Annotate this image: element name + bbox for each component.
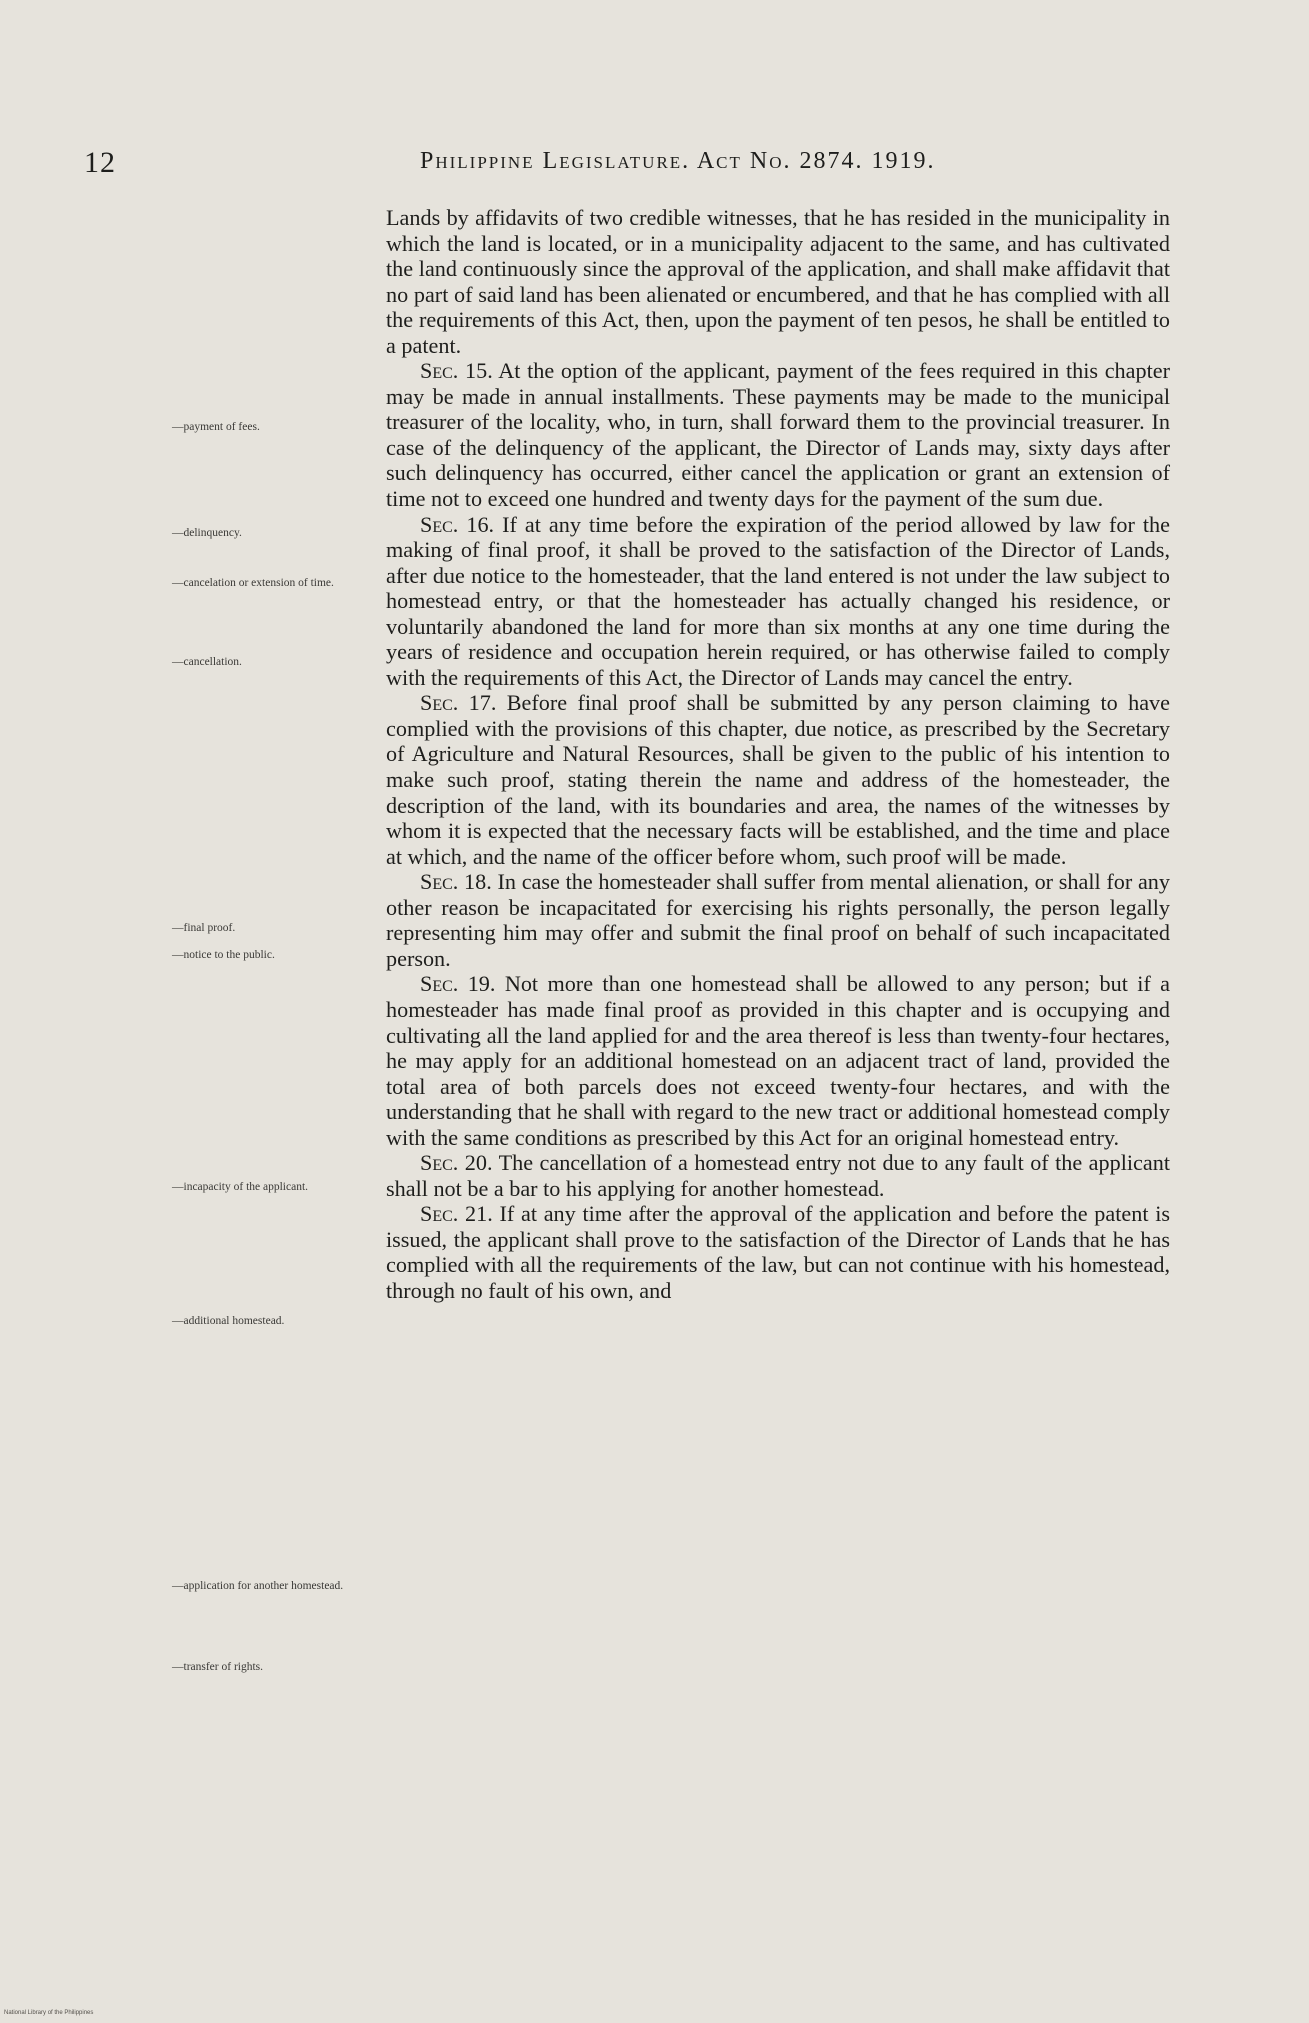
margin-note-cancellation: —cancellation. <box>172 656 242 668</box>
section-18 <box>386 869 1170 971</box>
page-number: 12 <box>84 146 116 179</box>
section-label: Sec. 15. <box>420 358 493 384</box>
section-text: If at any time before the expiration of the period allowed by law for the making of final proof, it shall be proved to the satisfaction of the Director of Lands, after due notice to the homesteader, that the land entered is not under the law subject to homestead entry, or that the homesteader has actually changed his residence, or voluntarily abandoned the land for more than six months at any one time during the years of residence and occupation herein required, or has otherwise failed to comply with the requirements of this Act, the Director of Lands may cancel the entry. <box>386 511 1170 690</box>
section-label: Sec. 20. <box>420 1150 493 1176</box>
margin-note-delinquency: —delinquency. <box>172 527 242 539</box>
section-text: Before final proof shall be submitted by any person claiming to have complied with the provisions of this chapter, due notice, as prescribed by the Secretary of Agriculture and Natural Resources, shall be given to the public of his intention to make such proof, stating therein the name and address of the homesteader, the description of the land, with its boundaries and area, the names of the witnesses by whom it is expected that the necessary facts will be established, and the time and place at which, and the name of the officer before whom, such proof will be made. <box>386 690 1170 869</box>
section-text: Not more than one homestead shall be allowed to any person; but if a homesteader has made final proof as provided in this chapter and is occupying and cultivating all the land applied for and the area thereof is less than twenty-four hectares, he may apply for an additional homestead on an adjacent tract of land, provided the total area of both parcels does not exceed twenty-four hectares, and with the understanding that he shall with regard to the new tract or additional homestead comply with the same conditions as prescribed by this Act for an original homestead entry. <box>386 971 1170 1150</box>
section-label: Sec. 19. <box>420 971 496 997</box>
section-16 <box>386 512 1170 691</box>
section-17 <box>386 690 1170 869</box>
section-text: If at any time after the approval of the application and before the patent is issued, the applicant shall prove to the satisfaction of the Director of Lands that he has complied with all the requirements of the law, but can not continue with his homestead, through no fault of his own, and <box>386 1201 1171 1303</box>
section-text: The cancellation of a homestead entry not due to any fault of the applicant shall not be a bar to his applying for another homestead. <box>386 1150 1170 1201</box>
section-label: Sec. 16. <box>420 511 495 537</box>
margin-note-incapacity: —incapacity of the applicant. <box>172 1181 309 1193</box>
section-label: Sec. 21. <box>420 1201 493 1227</box>
body-text <box>386 205 1170 1304</box>
section-20 <box>386 1150 1170 1201</box>
section-text: At the option of the applicant, payment of the fees required in this chapter may be made in annual installments. These payments may be made to the municipal treasurer of the locality, who, in turn, shall forward them to the provincial treasurer. In case of the delinquency of the applicant, the Director of Lands may, sixty days after such delinquency has occurred, either cancel the application or grant an extension of time not to exceed one hundred and twenty days for the payment of the sum due. <box>386 358 1170 512</box>
margin-note-cancelation-extension: —cancelation or extension of time. <box>172 577 334 589</box>
section-label: Sec. 17. <box>420 690 497 716</box>
section-21 <box>386 1201 1170 1303</box>
section-label: Sec. 18. <box>420 869 492 895</box>
margin-note-final-proof: —final proof. <box>172 922 236 934</box>
section-text: In case the homesteader shall suffer from mental alienation, or shall for any other reason be incapacitated for exercising his rights personally, the person legally representing him may offer and submit the final proof on behalf of such incapacitated person. <box>386 869 1170 971</box>
running-head: Philippine Legislature. Act No. 2874. 1919. <box>420 148 936 174</box>
margin-note-additional: —additional homestead. <box>172 1315 285 1327</box>
margin-note-notice: —notice to the public. <box>172 949 275 961</box>
continuation-paragraph: Lands by affidavits of two credible witnesses, that he has resided in the municipality in which the land is located, or in a municipality adjacent to the same, and has cultivated the land continuously since the approval of the application, and shall make affidavit that no part of said land has been alienated or encumbered, and that he has complied with all the requirements of this Act, then, upon the payment of ten pesos, he shall be entitled to a patent. <box>386 205 1170 358</box>
library-stamp: National Library of the Philippines <box>4 2010 94 2016</box>
margin-note-transfer: —transfer of rights. <box>172 1661 264 1673</box>
section-19 <box>386 971 1170 1150</box>
margin-note-payment: —payment of fees. <box>172 421 260 433</box>
margin-note-application: —application for another homestead. <box>172 1580 344 1592</box>
section-15 <box>386 358 1170 511</box>
